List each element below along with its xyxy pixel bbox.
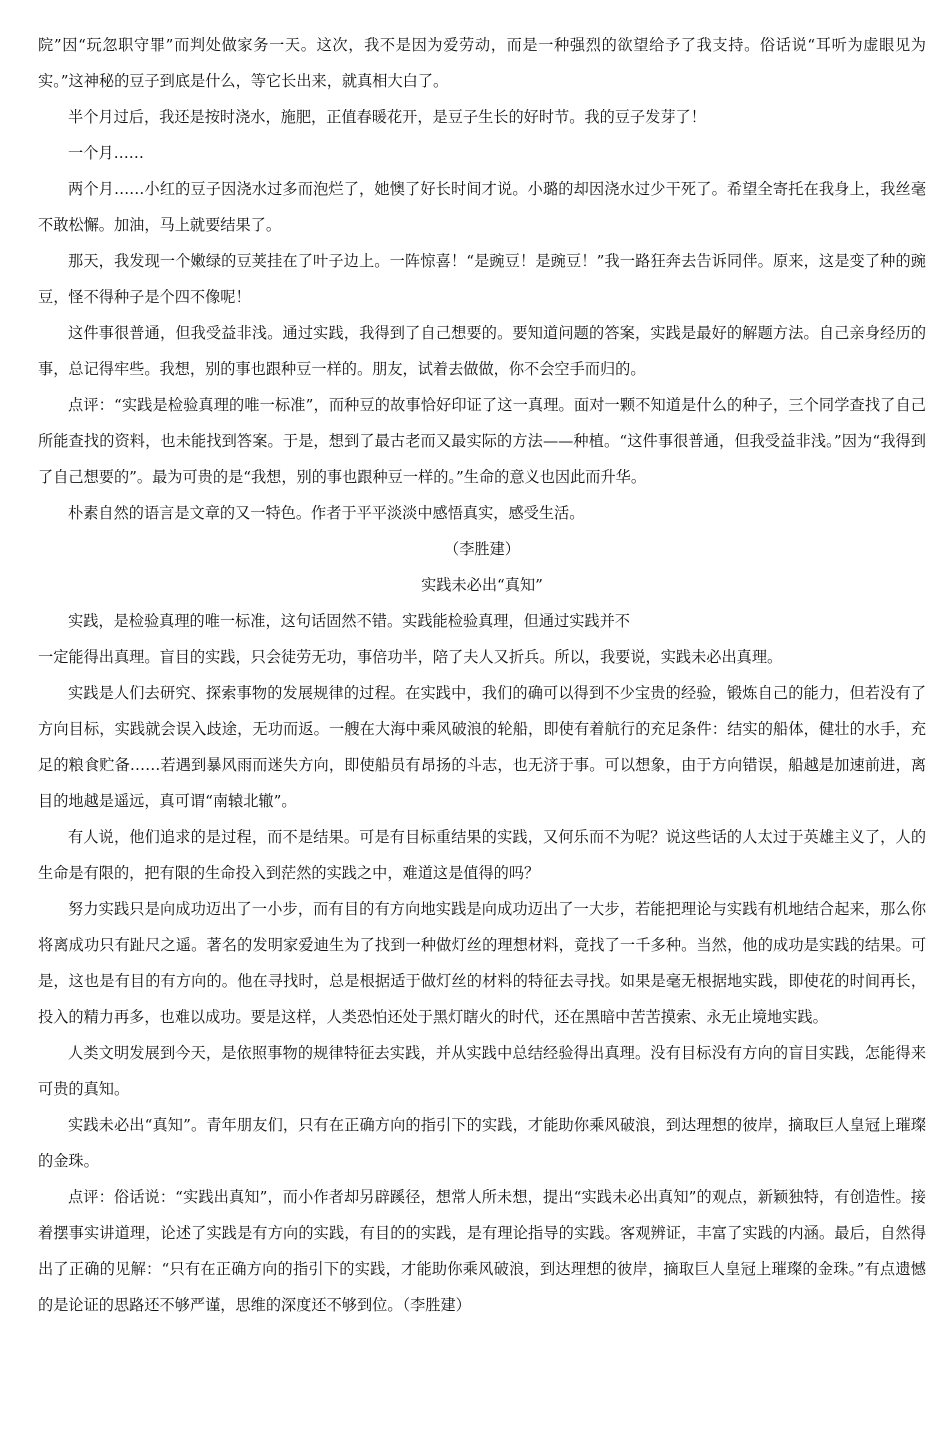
story1-lesson-paragraph: 这件事很普通，但我受益非浅。通过实践，我得到了自己想要的。要知道问题的答案，实践是最好的解题方法。自己亲身经历的事，总记得牢些。我想，别的事也跟种豆一样的。朋友，试着去做做，你不会空手而归的。	[38, 324, 926, 378]
story2-paragraph1-line2: 一定能得出真理。盲目的实践，只会徒劳无功，事倍功半，陪了夫人又折兵。所以，我要说，实践未必出真理。	[38, 648, 783, 666]
story2-paragraph1-line1: 实践，是检验真理的唯一标准，这句话固然不错。实践能检验真理，但通过实践并不	[68, 612, 630, 630]
story1-comment-paragraph: 点评：“实践是检验真理的唯一标准”，而种豆的故事恰好印证了这一真理。面对一颗不知道是什么的种子，三个同学查找了自己所能查找的资料，也未能找到答案。于是，想到了最古老而又最实际的方法——种植。“这件事很普通，但我受益非浅。”因为“我得到了自己想要的”。最为可贵的是“我想，别的事也跟种豆一样的。”生命的意义也因此而升华。	[38, 396, 926, 486]
story1-one-month-paragraph: 一个月……	[68, 144, 144, 162]
story2-paragraph6: 实践未必出“真知”。青年朋友们，只有在正确方向的指引下的实践，才能助你乘风破浪，到达理想的彼岸，摘取巨人皇冠上璀璨的金珠。	[38, 1116, 926, 1170]
story2-paragraph5: 人类文明发展到今天，是依照事物的规律特征去实践，并从实践中总结经验得出真理。没有目标没有方向的盲目实践，怎能得来可贵的真知。	[38, 1044, 926, 1098]
story2-comment-paragraph: 点评：俗话说：“实践出真知”，而小作者却另辟蹊径，想常人所未想，提出“实践未必出真知”的观点，新颖独特，有创造性。接着摆事实讲道理，论述了实践是有方向的实践，有目的的实践，是有理论指导的实践。客观辨证，丰富了实践的内涵。最后，自然得出了正确的见解：“只有在正确方向的指引下的实践，才能助你乘风破浪，到达理想的彼岸，摘取巨人皇冠上璀璨的金珠。”有点遗憾的是论证的思路还不够严谨，思维的深度还不够到位。（李胜建）	[38, 1188, 926, 1314]
story1-two-months-paragraph: 两个月……小红的豆子因浇水过多而泡烂了，她懊了好长时间才说。小璐的却因浇水过少干死了。希望全寄托在我身上，我丝毫不敢松懈。加油，马上就要结果了。	[38, 180, 926, 234]
story1-author: （李胜建）	[444, 540, 520, 558]
story1-half-month-paragraph: 半个月过后，我还是按时浇水，施肥，正值春暖花开，是豆子生长的好时节。我的豆子发芽了！	[68, 108, 706, 126]
story1-that-day-paragraph: 那天，我发现一个嫩绿的豆荚挂在了叶子边上。一阵惊喜！“是豌豆！是豌豆！”我一路狂奔去告诉同伴。原来，这是变了种的豌豆，怪不得种子是个四不像呢！	[38, 252, 926, 306]
story2-paragraph4: 努力实践只是向成功迈出了一小步，而有目的有方向地实践是向成功迈出了一大步，若能把理论与实践有机地结合起来，那么你将离成功只有趾尺之遥。著名的发明家爱迪生为了找到一种做灯丝的理想材料，竟找了一千多种。当然，他的成功是实践的结果。可是，这也是有目的有方向的。他在寻找时，总是根据适于做灯丝的材料的特征去寻找。如果是毫无根据地实践，即使花的时间再长，投入的精力再多，也难以成功。要是这样，人类恐怕还处于黑灯瞎火的时代，还在黑暗中苦苦摸索、永无止境地实践。	[38, 900, 926, 1026]
story2-paragraph3: 有人说，他们追求的是过程，而不是结果。可是有目标重结果的实践，又何乐而不为呢？说这些话的人太过于英雄主义了，人的生命是有限的，把有限的生命投入到茫然的实践之中，难道这是值得的吗？	[38, 828, 926, 882]
story1-comment2-paragraph: 朴素自然的语言是文章的又一特色。作者于平平淡淡中感悟真实，感受生活。	[68, 504, 585, 522]
story1-intro-paragraph: 院”因“玩忽职守罪”而判处做家务一天。这次，我不是因为爱劳动，而是一种强烈的欲望给予了我支持。俗话说“耳听为虚眼见为实。”这神秘的豆子到底是什么，等它长出来，就真相大白了。	[38, 36, 926, 90]
story2-paragraph2: 实践是人们去研究、探索事物的发展规律的过程。在实践中，我们的确可以得到不少宝贵的经验，锻炼自己的能力，但若没有了方向目标，实践就会误入歧途，无功而返。一艘在大海中乘风破浪的轮船，即使有着航行的充足条件：结实的船体，健壮的水手，充足的粮食贮备……若遇到暴风雨而迷失方向，即使船员有昂扬的斗志，也无济于事。可以想象，由于方向错误，船越是加速前进，离目的地越是遥远，真可谓“南辕北辙”。	[38, 684, 926, 810]
story2-title: 实践未必出“真知”	[421, 576, 543, 594]
